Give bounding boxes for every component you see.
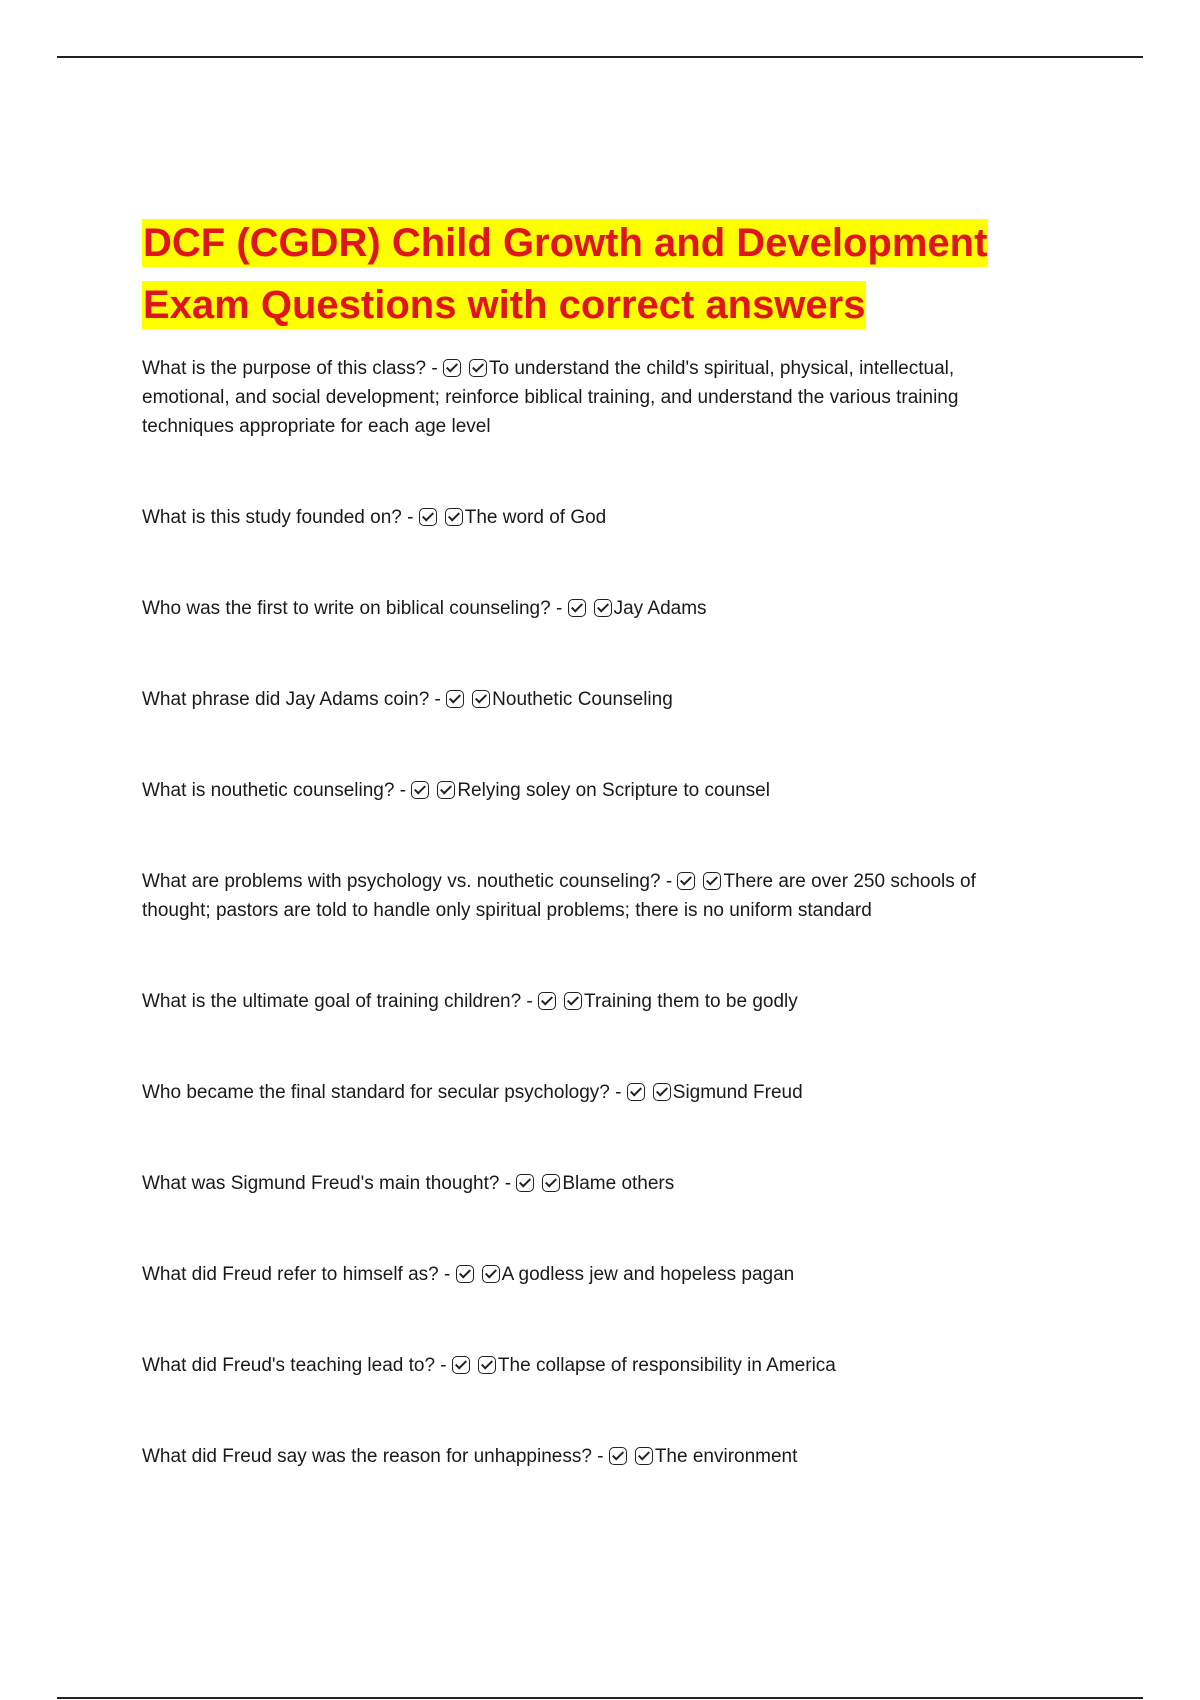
checkbox-checked-icon — [564, 992, 582, 1010]
qa-item: What was Sigmund Freud's main thought? - Blame others — [142, 1173, 675, 1194]
checkbox-checked-icon — [482, 1265, 500, 1283]
question-text: What is the purpose of this class? — [142, 358, 427, 379]
checkbox-checked-icon — [437, 781, 455, 799]
title-line-2: Exam Questions with correct answers — [143, 283, 866, 327]
checkbox-checked-icon — [635, 1447, 653, 1465]
question-text: What are problems with psychology vs. nouthetic counseling? — [142, 871, 661, 892]
answer-text: The word of God — [464, 507, 607, 528]
qa-item: Who became the final standard for secular psychology? - Sigmund Freud — [142, 1082, 803, 1103]
checkbox-checked-icon — [419, 508, 437, 526]
checkbox-checked-icon — [443, 359, 461, 377]
qa-item: What phrase did Jay Adams coin? - Nouthetic Counseling — [142, 689, 673, 710]
checkbox-checked-icon — [452, 1356, 470, 1374]
checkbox-checked-icon — [478, 1356, 496, 1374]
checkbox-checked-icon — [456, 1265, 474, 1283]
document-title — [142, 212, 1042, 336]
qa-item: What is the ultimate goal of training children? - Training them to be godly — [142, 991, 798, 1012]
answer-text: A godless jew and hopeless pagan — [501, 1264, 795, 1285]
question-text: What is this study founded on? — [142, 507, 402, 528]
qa-item: What is nouthetic counseling? - Relying soley on Scripture to counsel — [142, 780, 770, 801]
qa-item: What did Freud say was the reason for unhappiness? - The environment — [142, 1446, 798, 1467]
checkbox-checked-icon — [703, 872, 721, 890]
qa-item: What did Freud refer to himself as? - A godless jew and hopeless pagan — [142, 1264, 795, 1285]
footer-rule — [57, 1697, 1143, 1699]
answer-text: The collapse of responsibility in America — [497, 1355, 836, 1376]
question-text: What is nouthetic counseling? — [142, 780, 395, 801]
title-line-1: DCF (CGDR) Child Growth and Development — [143, 221, 988, 265]
qa-item: What is the purpose of this class? - To understand the child's spiritual, physical, intellectual, emotional, and social development; reinforce biblical training, and understand the various training techniques appropriate for each age level — [142, 358, 959, 437]
checkbox-checked-icon — [446, 690, 464, 708]
checkbox-checked-icon — [594, 599, 612, 617]
question-text: What was Sigmund Freud's main thought? — [142, 1173, 500, 1194]
question-text: What did Freud refer to himself as? — [142, 1264, 439, 1285]
question-text: What is the ultimate goal of training children? — [142, 991, 522, 1012]
checkbox-checked-icon — [411, 781, 429, 799]
answer-text: Jay Adams — [613, 598, 707, 619]
answer-text: Training them to be godly — [584, 991, 798, 1012]
qa-list — [142, 354, 1042, 1471]
answer-text: Sigmund Freud — [672, 1082, 803, 1103]
question-text: What phrase did Jay Adams coin? — [142, 689, 430, 710]
question-text: What did Freud say was the reason for unhappiness? — [142, 1446, 592, 1467]
question-text: What did Freud's teaching lead to? — [142, 1355, 436, 1376]
answer-text: Nouthetic Counseling — [492, 689, 673, 710]
qa-item: Who was the first to write on biblical counseling? - Jay Adams — [142, 598, 707, 619]
checkbox-checked-icon — [627, 1083, 645, 1101]
answer-text: Relying soley on Scripture to counsel — [457, 780, 770, 801]
qa-item: What are problems with psychology vs. nouthetic counseling? - There are over 250 schools of thought; pastors are told to handle only spiritual problems; there is no uniform standard — [142, 871, 976, 921]
checkbox-checked-icon — [469, 359, 487, 377]
checkbox-checked-icon — [516, 1174, 534, 1192]
qa-item: What is this study founded on? - The word of God — [142, 507, 607, 528]
answer-text: Blame others — [562, 1173, 675, 1194]
answer-text: The environment — [654, 1446, 798, 1467]
question-text: Who became the final standard for secular psychology? — [142, 1082, 610, 1103]
document-body — [142, 212, 1042, 1471]
checkbox-checked-icon — [653, 1083, 671, 1101]
checkbox-checked-icon — [538, 992, 556, 1010]
checkbox-checked-icon — [445, 508, 463, 526]
checkbox-checked-icon — [568, 599, 586, 617]
checkbox-checked-icon — [472, 690, 490, 708]
qa-item: What did Freud's teaching lead to? - The collapse of responsibility in America — [142, 1355, 836, 1376]
checkbox-checked-icon — [542, 1174, 560, 1192]
checkbox-checked-icon — [609, 1447, 627, 1465]
answer-text: There are over 250 schools of thought; pastors are told to handle only spiritual problems; there is no uniform standard — [142, 871, 976, 921]
question-text: Who was the first to write on biblical counseling? — [142, 598, 551, 619]
checkbox-checked-icon — [677, 872, 695, 890]
header-rule — [57, 56, 1143, 58]
answer-text: To understand the child's spiritual, physical, intellectual, emotional, and social development; reinforce biblical training, and understand the various training techniques appropriate for each age level — [142, 358, 959, 437]
